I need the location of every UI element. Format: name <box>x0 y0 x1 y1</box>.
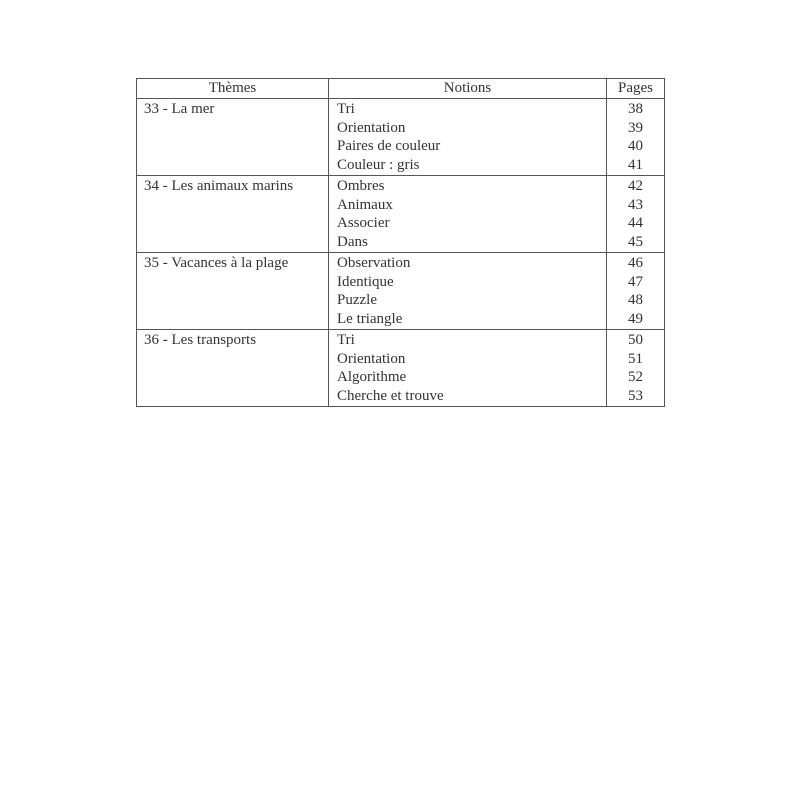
contents-table <box>136 78 665 407</box>
page-number: 40 <box>628 138 643 154</box>
notion-item: Le triangle <box>337 310 403 327</box>
page-number: 49 <box>628 310 643 327</box>
page-number: 38 <box>628 101 643 117</box>
page-number: 39 <box>628 119 643 136</box>
notion-item: Tri <box>337 332 355 348</box>
notion-item: Orientation <box>337 350 406 367</box>
notion-item: Associer <box>337 215 390 231</box>
header-themes: Thèmes <box>137 79 329 99</box>
notion-item: Paires de couleur <box>337 138 441 154</box>
page-number: 47 <box>628 273 643 290</box>
page-number: 41 <box>628 156 643 173</box>
theme-row <box>137 99 665 176</box>
page-number: 43 <box>628 196 643 213</box>
theme-row <box>137 330 665 407</box>
pages-cell <box>607 253 665 330</box>
theme-cell: 36 - Les transports <box>137 330 329 407</box>
header-pages: Pages <box>607 79 665 99</box>
page-number: 51 <box>628 350 643 367</box>
theme-row <box>137 253 665 330</box>
notion-item: Ombres <box>337 178 385 194</box>
header-notions: Notions <box>329 79 607 99</box>
notions-cell <box>329 99 607 176</box>
notion-item: Animaux <box>337 196 393 213</box>
theme-row <box>137 176 665 253</box>
page-number: 46 <box>628 255 643 271</box>
notion-item: Dans <box>337 233 368 250</box>
page-number: 50 <box>628 332 643 348</box>
notions-cell <box>329 176 607 253</box>
theme-cell: 33 - La mer <box>137 99 329 176</box>
page-number: 48 <box>628 292 643 308</box>
theme-cell: 35 - Vacances à la plage <box>137 253 329 330</box>
page-number: 44 <box>628 215 643 231</box>
notion-item: Observation <box>337 255 411 271</box>
notion-item: Identique <box>337 273 394 290</box>
notion-item: Tri <box>337 101 355 117</box>
notion-item: Puzzle <box>337 292 377 308</box>
page-number: 45 <box>628 233 643 250</box>
page-number: 53 <box>628 387 643 404</box>
page-number: 52 <box>628 369 643 385</box>
pages-cell <box>607 330 665 407</box>
notion-item: Algorithme <box>337 369 407 385</box>
notions-cell <box>329 253 607 330</box>
pages-cell <box>607 99 665 176</box>
notion-item: Orientation <box>337 119 406 136</box>
notions-cell <box>329 330 607 407</box>
theme-cell: 34 - Les animaux marins <box>137 176 329 253</box>
notion-item: Couleur : gris <box>337 156 420 173</box>
header-row <box>137 79 665 99</box>
notion-item: Cherche et trouve <box>337 387 444 404</box>
pages-cell <box>607 176 665 253</box>
page-number: 42 <box>628 178 643 194</box>
